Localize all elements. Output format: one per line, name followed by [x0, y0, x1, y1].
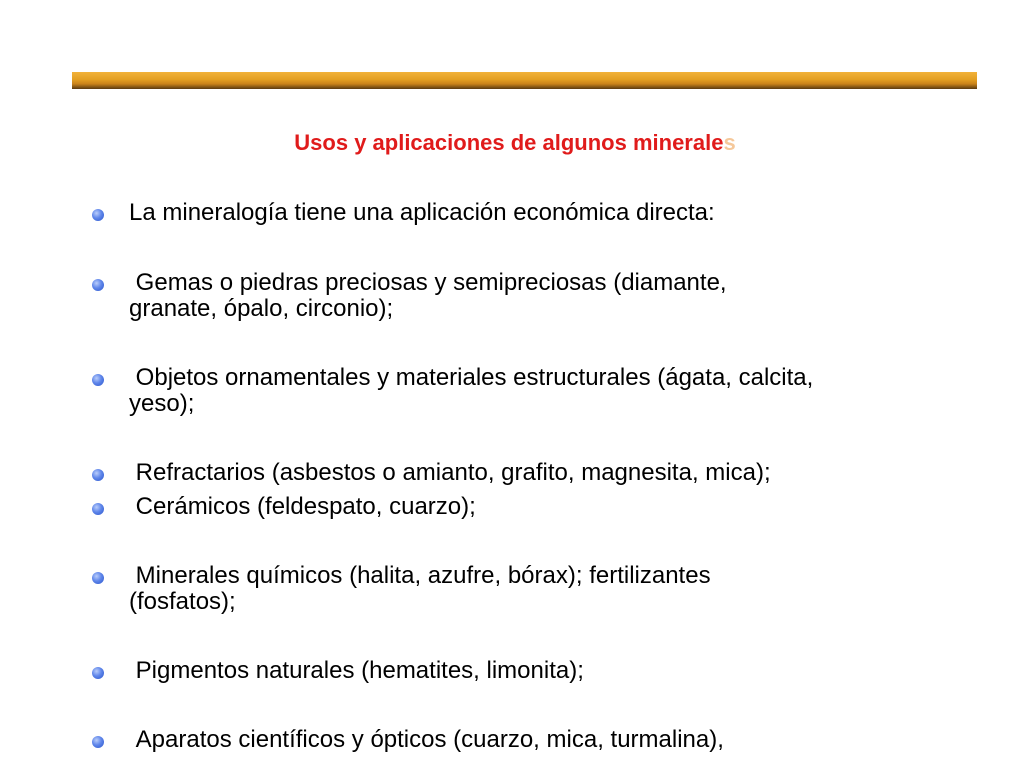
bullet-dot-icon	[92, 503, 104, 515]
bullet-line-1: Minerales químicos (halita, azufre, bórax); fertilizantes	[129, 562, 711, 589]
bullet-dot-icon	[92, 667, 104, 679]
bullet-text	[129, 563, 959, 615]
slide-title-tail: s	[723, 130, 736, 155]
bullet-line-1: Objetos ornamentales y materiales estructurales (ágata, calcita,	[129, 364, 814, 391]
bullet-text	[129, 460, 959, 486]
bullet-line-1: Gemas o piedras preciosas y semipreciosas (diamante,	[129, 269, 727, 296]
bullet-line-2: granate, ópalo, circonio);	[129, 295, 394, 322]
bullet-line-1: La mineralogía tiene una aplicación económica directa:	[129, 199, 715, 226]
bullet-text	[129, 494, 959, 520]
bullet-dot-icon	[92, 279, 104, 291]
slide-title-main: Usos y aplicaciones de algunos minerale	[294, 130, 724, 155]
bullet-line-1: Refractarios (asbestos o amianto, grafito, magnesita, mica);	[129, 459, 771, 486]
bullet-text	[129, 200, 959, 226]
bullet-line-1: Pigmentos naturales (hematites, limonita);	[129, 657, 584, 684]
bullet-dot-icon	[92, 736, 104, 748]
bullet-text	[129, 270, 959, 322]
bullet-line-1: Aparatos científicos y ópticos (cuarzo, mica, turmalina),	[129, 726, 724, 753]
bullet-dot-icon	[92, 374, 104, 386]
bullet-dot-icon	[92, 572, 104, 584]
bullet-line-2: yeso);	[129, 390, 195, 417]
bullet-line-1: Cerámicos (feldespato, cuarzo);	[129, 493, 476, 520]
bullet-dot-icon	[92, 209, 104, 221]
bullet-text	[129, 365, 959, 417]
bullet-dot-icon	[92, 469, 104, 481]
bullet-line-2: (fosfatos);	[129, 588, 236, 615]
bullet-text	[129, 658, 959, 684]
bullet-text	[129, 727, 959, 753]
